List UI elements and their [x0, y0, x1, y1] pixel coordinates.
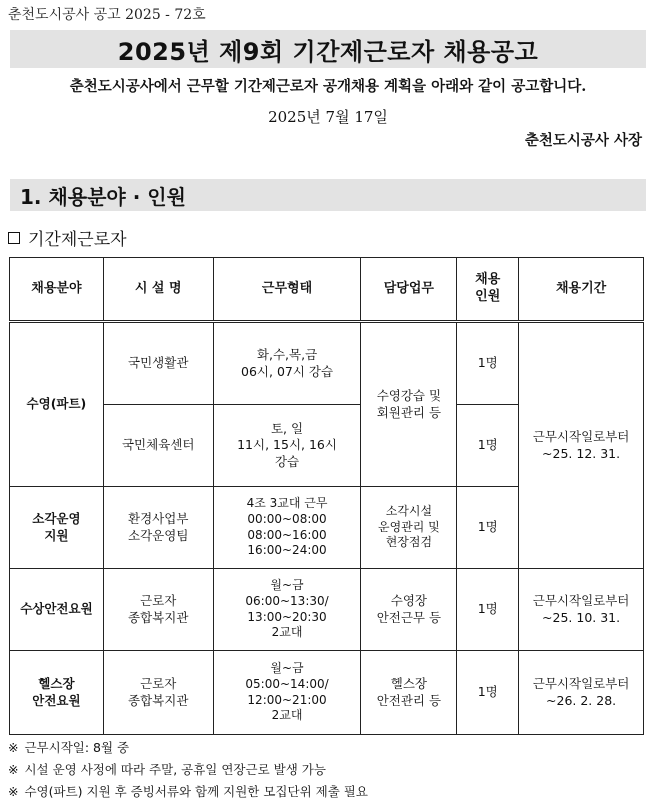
field-incineration: [10, 487, 104, 569]
reference-mark-icon: ※: [8, 784, 19, 799]
signer: 춘천도시공사 사장: [524, 132, 642, 149]
work-line: 강습: [274, 453, 300, 469]
notice-number: 춘천도시공사 공고 2025 - 72호: [8, 7, 206, 23]
table-row: [10, 651, 644, 735]
work-line: 11시, 15시, 16시: [237, 437, 337, 453]
table-row: [10, 322, 644, 405]
duty-line: 수영장: [390, 593, 427, 609]
field-line: 소각운영: [32, 511, 81, 527]
header-work-type: 근무형태: [213, 258, 361, 322]
note-text: 근무시작일: 8월 중: [24, 740, 130, 755]
facility-cell: 국민체육센터: [103, 405, 213, 487]
reference-mark-icon: ※: [8, 762, 19, 777]
notes: [8, 737, 368, 803]
count-cell: 1명: [457, 405, 519, 487]
work-line: 08:00~16:00: [247, 527, 327, 542]
duty-cell: [361, 569, 457, 651]
duty-line: 수영강습 및: [376, 388, 442, 404]
work-line: 2교대: [271, 625, 303, 640]
section-heading: 1. 채용분야 · 인원: [20, 184, 186, 209]
page-title: 2025년 제9회 기간제근로자 채용공고: [117, 37, 539, 66]
count-cell: 1명: [457, 322, 519, 405]
facility-line: 근로자: [140, 676, 177, 692]
header-duty: 담당업무: [361, 258, 457, 322]
work-line: 05:00~14:00/: [245, 676, 329, 691]
note-text: 수영(파트) 지원 후 증빙서류와 함께 지원한 모집단위 제출 필요: [24, 784, 368, 799]
period-cell: [519, 651, 644, 735]
field-line: 지원: [44, 527, 69, 543]
table-header-row: [10, 258, 644, 322]
duty-cell: [361, 651, 457, 735]
work-line: 12:00~21:00: [247, 692, 327, 707]
work-line: 토, 일: [270, 421, 304, 437]
duty-line: 안전관리 등: [376, 692, 442, 708]
work-line: 2교대: [271, 708, 303, 723]
work-type-cell: [213, 569, 361, 651]
field-line: 안전요원: [32, 692, 81, 708]
work-type-cell: [213, 322, 361, 405]
recruitment-table: [9, 257, 644, 735]
note-item: [8, 781, 368, 803]
facility-line: 근로자: [140, 593, 177, 609]
note-text: 시설 운영 사정에 따라 주말, 공휴일 연장근로 발생 가능: [24, 762, 326, 777]
work-type-cell: [213, 487, 361, 569]
field-lifeguard: 수상안전요원: [10, 569, 104, 651]
header-field: 채용분야: [10, 258, 104, 322]
work-line: 06시, 07시 강습: [241, 363, 334, 379]
period-cell: [519, 569, 644, 651]
work-type-cell: [213, 405, 361, 487]
notice-date: 2025년 7월 17일: [268, 108, 388, 126]
header-facility: 시 설 명: [103, 258, 213, 322]
count-cell: 1명: [457, 487, 519, 569]
note-item: [8, 737, 368, 759]
period-line: 근무시작일로부터: [532, 593, 630, 609]
field-swim: 수영(파트): [10, 322, 104, 487]
work-line: 06:00~13:30/: [245, 593, 329, 608]
facility-line: 소각운영팀: [128, 527, 189, 543]
period-line: 근무시작일로부터: [532, 429, 630, 445]
header-count-line1: 채용: [475, 272, 501, 288]
title-banner: [10, 30, 646, 68]
work-type-cell: [213, 651, 361, 735]
period-line: ~25. 10. 31.: [542, 609, 621, 625]
duty-line: 운영관리 및: [377, 519, 440, 534]
checkbox-square-icon: [8, 232, 20, 244]
duty-line: 회원관리 등: [376, 404, 442, 420]
work-line: 16:00~24:00: [247, 543, 327, 558]
work-line: 화,수,목,금: [256, 347, 318, 363]
duty-line: 소각시설: [385, 504, 433, 519]
period-line: ~25. 12. 31.: [542, 445, 621, 461]
duty-line: 안전근무 등: [376, 609, 442, 625]
reference-mark-icon: ※: [8, 740, 19, 755]
facility-line: 종합복지관: [128, 609, 189, 625]
header-count-line2: 인원: [475, 289, 501, 304]
count-cell: 1명: [457, 569, 519, 651]
period-line: ~26. 2. 28.: [546, 692, 617, 708]
count-cell: 1명: [457, 651, 519, 735]
duty-cell: [361, 322, 457, 487]
header-count: [457, 258, 519, 322]
header-period: 채용기간: [519, 258, 644, 322]
section-banner: [10, 179, 646, 211]
note-item: [8, 759, 368, 781]
duty-line: 헬스장: [390, 676, 427, 692]
facility-line: 종합복지관: [128, 692, 189, 708]
facility-cell: 국민생활관: [103, 322, 213, 405]
subheading: [8, 225, 127, 250]
facility-cell: [103, 487, 213, 569]
work-line: 월~금: [270, 578, 304, 593]
work-line: 월~금: [270, 661, 304, 676]
duty-line: 현장점검: [385, 535, 433, 550]
period-cell: [519, 322, 644, 569]
work-line: 4조 3교대 근무: [246, 496, 328, 511]
table-row: [10, 569, 644, 651]
work-line: 13:00~20:30: [247, 609, 327, 624]
period-line: 근무시작일로부터: [532, 676, 630, 692]
field-gym: [10, 651, 104, 735]
duty-cell: [361, 487, 457, 569]
subheading-text: 기간제근로자: [28, 230, 127, 250]
intro-text: 춘천도시공사에서 근무할 기간제근로자 공개채용 계획을 아래와 같이 공고합니다.: [69, 78, 587, 95]
facility-cell: [103, 569, 213, 651]
facility-cell: [103, 651, 213, 735]
field-line: 헬스장: [38, 676, 75, 692]
facility-line: 환경사업부: [128, 511, 189, 527]
work-line: 00:00~08:00: [247, 511, 327, 526]
